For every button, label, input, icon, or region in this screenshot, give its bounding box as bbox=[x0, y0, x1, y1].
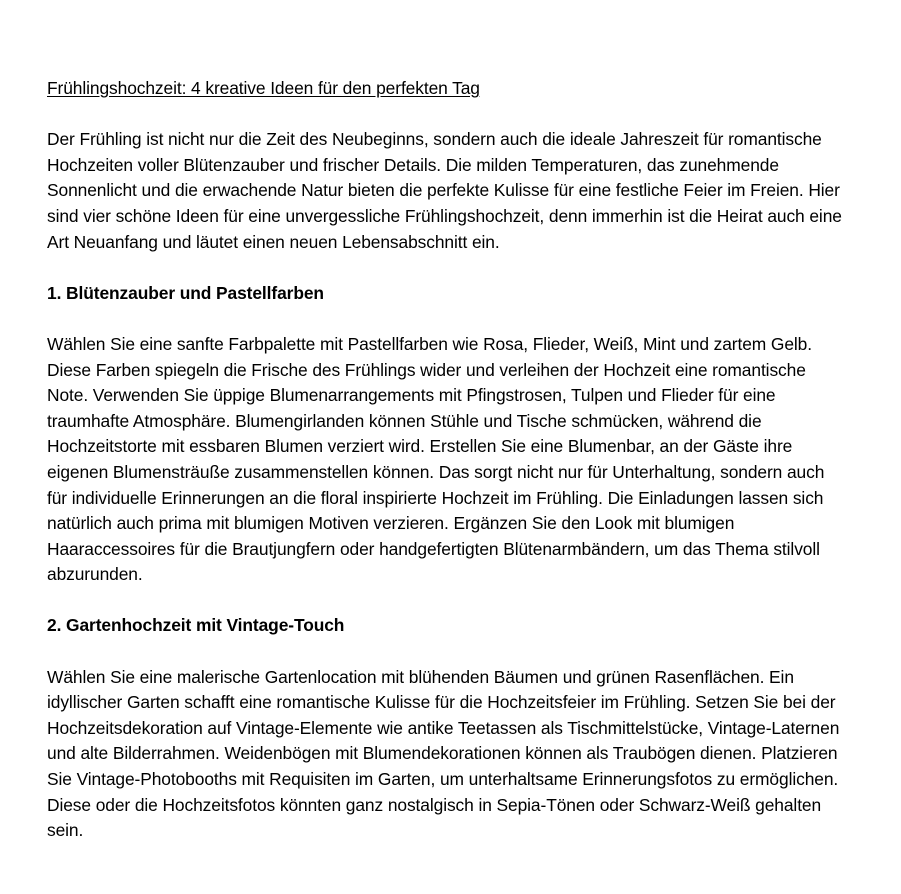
spacer bbox=[47, 306, 847, 332]
spacer bbox=[47, 639, 847, 665]
document-page bbox=[47, 76, 847, 844]
section-heading-2: 2. Gartenhochzeit mit Vintage-Touch bbox=[47, 615, 345, 636]
spacer bbox=[47, 102, 847, 128]
section-heading-1: 1. Blütenzauber und Pastellfarben bbox=[47, 282, 324, 303]
section-body-1: Wählen Sie eine sanfte Farbpalette mit Pastellfarben wie Rosa, Flieder, Weiß, Mint und zartem Gelb. Diese Farben spiegeln die Frische des Frühlings wider und verleihen der Hochzeit eine romantische Note. Verwenden Sie üppige Blumenarrangements mit Pfingstrosen, Tulpen und Flieder für eine traumhafte Atmosphäre. Blumengirlanden können Stühle und Tische schmücken, während die Hochzeitstorte mit essbaren Blumen verziert wird. Erstellen Sie eine Blumenbar, an der Gäste ihre eigenen Blumensträuße zusammenstellen können. Das sorgt nicht nur für Unterhaltung, sondern auch für individuelle Erinnerungen an die floral inspirierte Hochzeit im Frühling. Die Einladungen lassen sich natürlich auch prima mit blumigen Motiven verzieren. Ergänzen Sie den Look mit blumigen Haaraccessoires für die Brautjungfern oder handgefertigten Blütenarmbändern, um das Thema stilvoll abzurunden. bbox=[47, 333, 825, 585]
spacer bbox=[47, 255, 847, 281]
document-title: Frühlingshochzeit: 4 kreative Ideen für den perfekten Tag bbox=[47, 78, 480, 98]
intro-paragraph: Der Frühling ist nicht nur die Zeit des Neubeginns, sondern auch die ideale Jahreszeit für romantische Hochzeiten voller Blütenzauber und frischer Details. Die milden Temperaturen, das zunehmende Sonnenlicht und die erwachende Natur bieten die perfekte Kulisse für eine festliche Feier im Freien. Hier sind vier schöne Ideen für eine unvergessliche Frühlingshochzeit, denn immerhin ist die Heirat auch eine Art Neuanfang und läutet einen neuen Lebensabschnitt ein. bbox=[47, 129, 842, 252]
section-body-2: Wählen Sie eine malerische Gartenlocation mit blühenden Bäumen und grünen Rasenflächen. Ein idyllischer Garten schafft eine romantische Kulisse für die Hochzeitsfeier im Frühling. Setzen Sie bei der Hochzeitsdekoration auf Vintage-Elemente wie antike Teetassen als Tischmittelstücke, Vintage-Laternen und alte Bilderrahmen. Weidenbögen mit Blumendekorationen können als Traubögen dienen. Platzieren Sie Vintage-Photobooths mit Requisiten im Garten, um unterhaltsame Erinnerungsfotos zu ermöglichen. Diese oder die Hochzeitsfotos könnten ganz nostalgisch in Sepia-Tönen oder Schwarz-Weiß gehalten sein. bbox=[47, 666, 840, 841]
spacer bbox=[47, 588, 847, 614]
